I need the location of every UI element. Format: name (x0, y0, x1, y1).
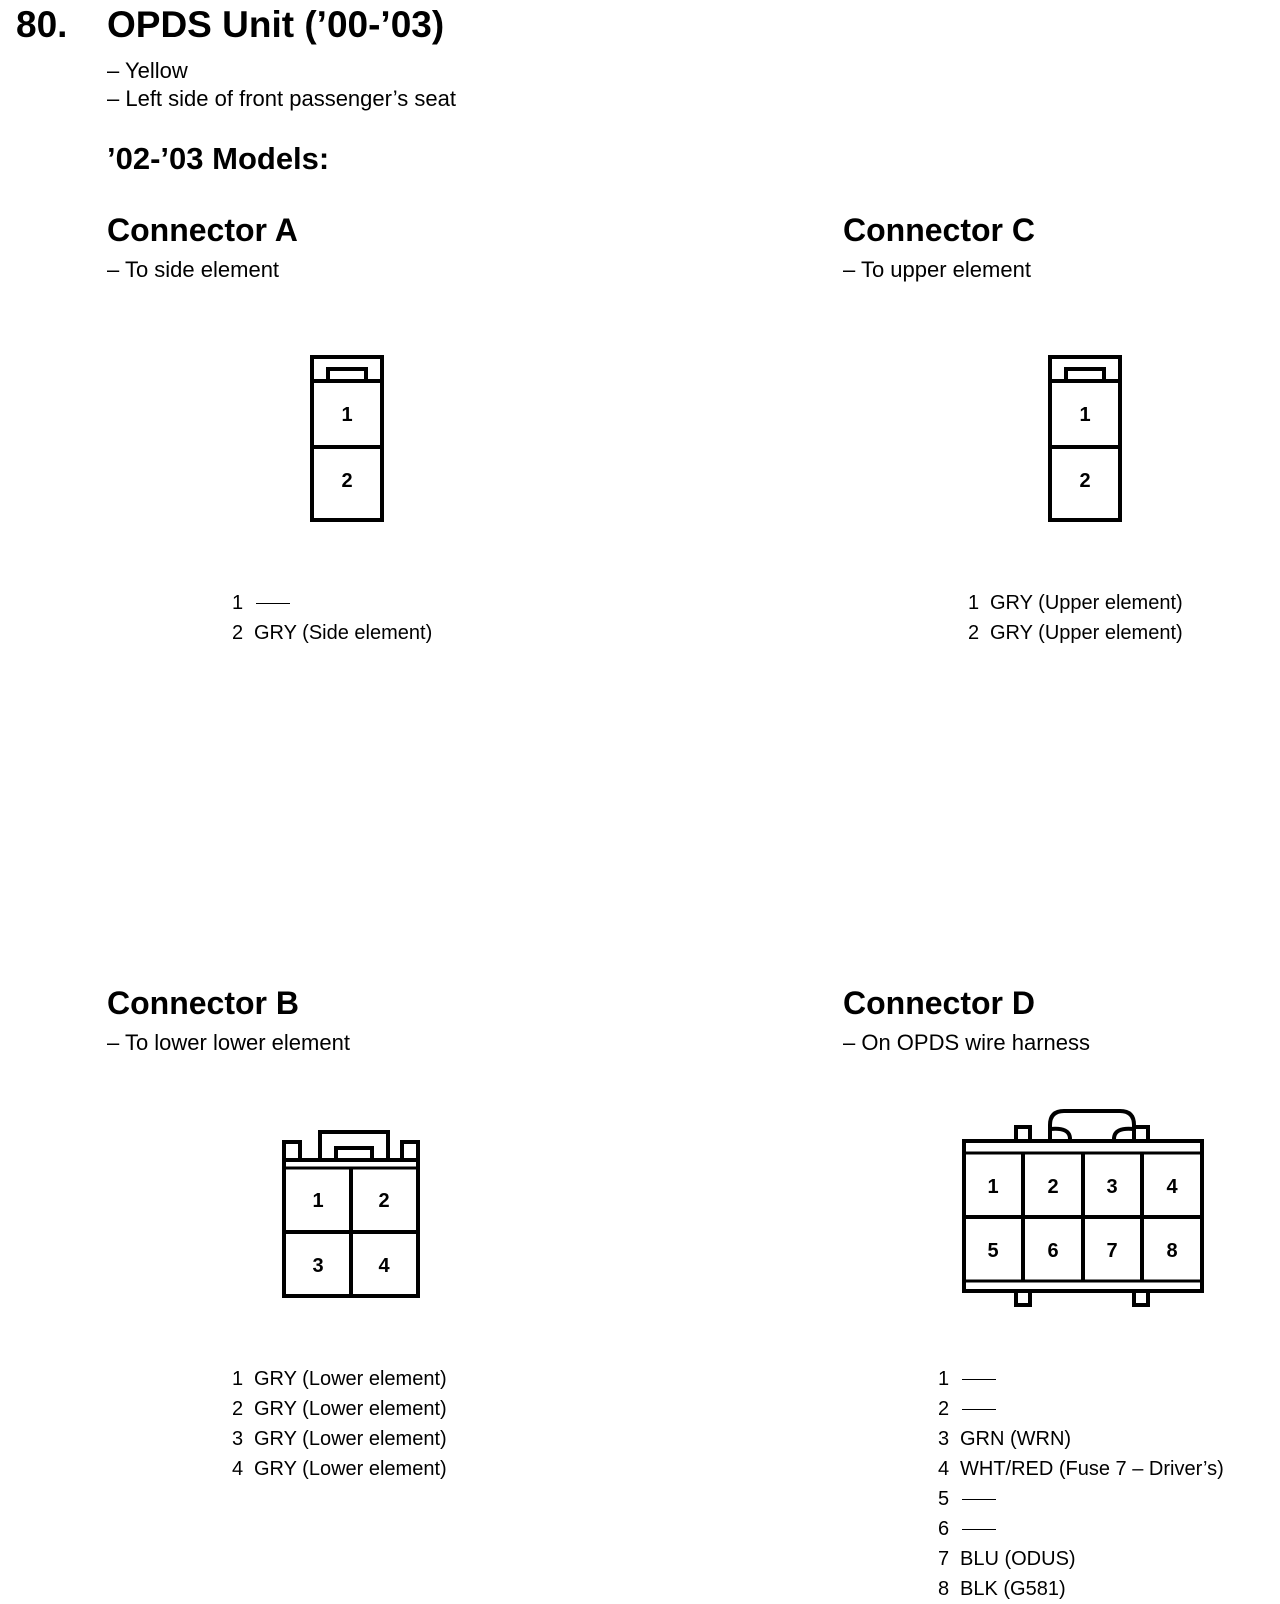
pin-row (938, 1454, 1224, 1484)
section-number: 80. (16, 4, 68, 45)
connector-b-cavity-4: 4 (378, 1255, 390, 1277)
pin-number: 7 (938, 1548, 950, 1570)
pin-row (938, 1394, 1224, 1424)
connector-d-cavity-8: 8 (1166, 1240, 1178, 1262)
connector-a-cavity-1: 1 (341, 404, 353, 426)
pin-empty-dash (256, 603, 290, 604)
pin-wire: GRN (WRN) (960, 1428, 1072, 1450)
pin-wire: GRY (Lower element) (254, 1458, 447, 1480)
pin-empty-dash (962, 1409, 996, 1410)
pin-number: 1 (232, 1368, 244, 1390)
pin-row (968, 618, 1183, 648)
connector-c-cavity-1: 1 (1079, 404, 1091, 426)
pin-number: 4 (232, 1458, 244, 1480)
pin-number: 1 (938, 1368, 950, 1390)
pin-row (232, 1454, 447, 1484)
models-heading: ’02-’03 Models: (107, 141, 330, 176)
connector-a-subtitle: – To side element (107, 257, 280, 282)
pin-number: 6 (938, 1518, 950, 1540)
pin-empty-dash (962, 1529, 996, 1530)
pin-row (938, 1364, 1224, 1394)
connector-b-pin-list (232, 1364, 447, 1484)
pin-row (938, 1484, 1224, 1514)
connector-a-cavity-2: 2 (341, 470, 353, 492)
pin-wire: GRY (Upper element) (990, 622, 1183, 644)
pin-number: 4 (938, 1458, 950, 1480)
pin-row (232, 1424, 447, 1454)
pin-wire: WHT/RED (Fuse 7 – Driver’s) (960, 1458, 1224, 1480)
pin-row (938, 1514, 1224, 1544)
connector-d-cavity-1: 1 (987, 1176, 999, 1198)
connector-d-cavity-6: 6 (1047, 1240, 1059, 1262)
pin-number: 3 (232, 1428, 244, 1450)
connector-a-diagram (310, 355, 390, 525)
connector-d-subtitle: – On OPDS wire harness (843, 1030, 1090, 1055)
connector-d-cavity-3: 3 (1106, 1176, 1118, 1198)
pin-wire: BLK (G581) (960, 1578, 1066, 1600)
connector-d-title: Connector D (843, 985, 1035, 1021)
pin-empty-dash (962, 1379, 996, 1380)
connector-c-cavity-2: 2 (1079, 470, 1091, 492)
pin-number: 1 (232, 592, 244, 614)
connector-b-cavity-3: 3 (312, 1255, 324, 1277)
pin-number: 2 (232, 622, 244, 644)
pin-row (232, 588, 432, 618)
connector-d-cavity-7: 7 (1106, 1240, 1118, 1262)
pin-number: 2 (938, 1398, 950, 1420)
pin-row (968, 588, 1183, 618)
location-note: – Left side of front passenger’s seat (107, 86, 456, 111)
pin-row (938, 1544, 1224, 1574)
pin-wire: GRY (Side element) (254, 622, 433, 644)
pin-row (232, 1394, 447, 1424)
pin-number: 2 (968, 622, 980, 644)
connector-d-cavity-4: 4 (1166, 1176, 1178, 1198)
page-title: OPDS Unit (’00-’03) (107, 4, 445, 45)
connector-d-diagram (960, 1105, 1220, 1315)
pin-empty-dash (962, 1499, 996, 1500)
connector-b-cavity-2: 2 (378, 1190, 390, 1212)
connector-d-cavity-2: 2 (1047, 1176, 1059, 1198)
connector-b-subtitle: – To lower lower element (107, 1030, 350, 1055)
pin-number: 3 (938, 1428, 950, 1450)
connector-a-title: Connector A (107, 212, 298, 248)
connector-c-subtitle: – To upper element (843, 257, 1031, 282)
connector-b-diagram (280, 1128, 425, 1308)
pin-row (938, 1574, 1224, 1604)
connector-a-pin-list (232, 588, 432, 648)
pin-row (232, 1364, 447, 1394)
connector-c-diagram (1048, 355, 1128, 525)
pin-number: 2 (232, 1398, 244, 1420)
pin-number: 8 (938, 1578, 950, 1600)
connector-c-pin-list (968, 588, 1183, 648)
pin-number: 1 (968, 592, 980, 614)
color-note: – Yellow (107, 58, 188, 83)
connector-d-cavity-5: 5 (987, 1240, 999, 1262)
pin-wire: GRY (Lower element) (254, 1368, 447, 1390)
pin-wire: GRY (Lower element) (254, 1398, 447, 1420)
pin-row (232, 618, 432, 648)
connector-c-title: Connector C (843, 212, 1035, 248)
connector-b-cavity-1: 1 (312, 1190, 324, 1212)
pin-wire: GRY (Upper element) (990, 592, 1183, 614)
pin-number: 5 (938, 1488, 950, 1510)
pin-wire: GRY (Lower element) (254, 1428, 447, 1450)
pin-wire: BLU (ODUS) (960, 1548, 1076, 1570)
connector-d-pin-list (938, 1364, 1224, 1604)
connector-b-title: Connector B (107, 985, 299, 1021)
pin-row (938, 1424, 1224, 1454)
